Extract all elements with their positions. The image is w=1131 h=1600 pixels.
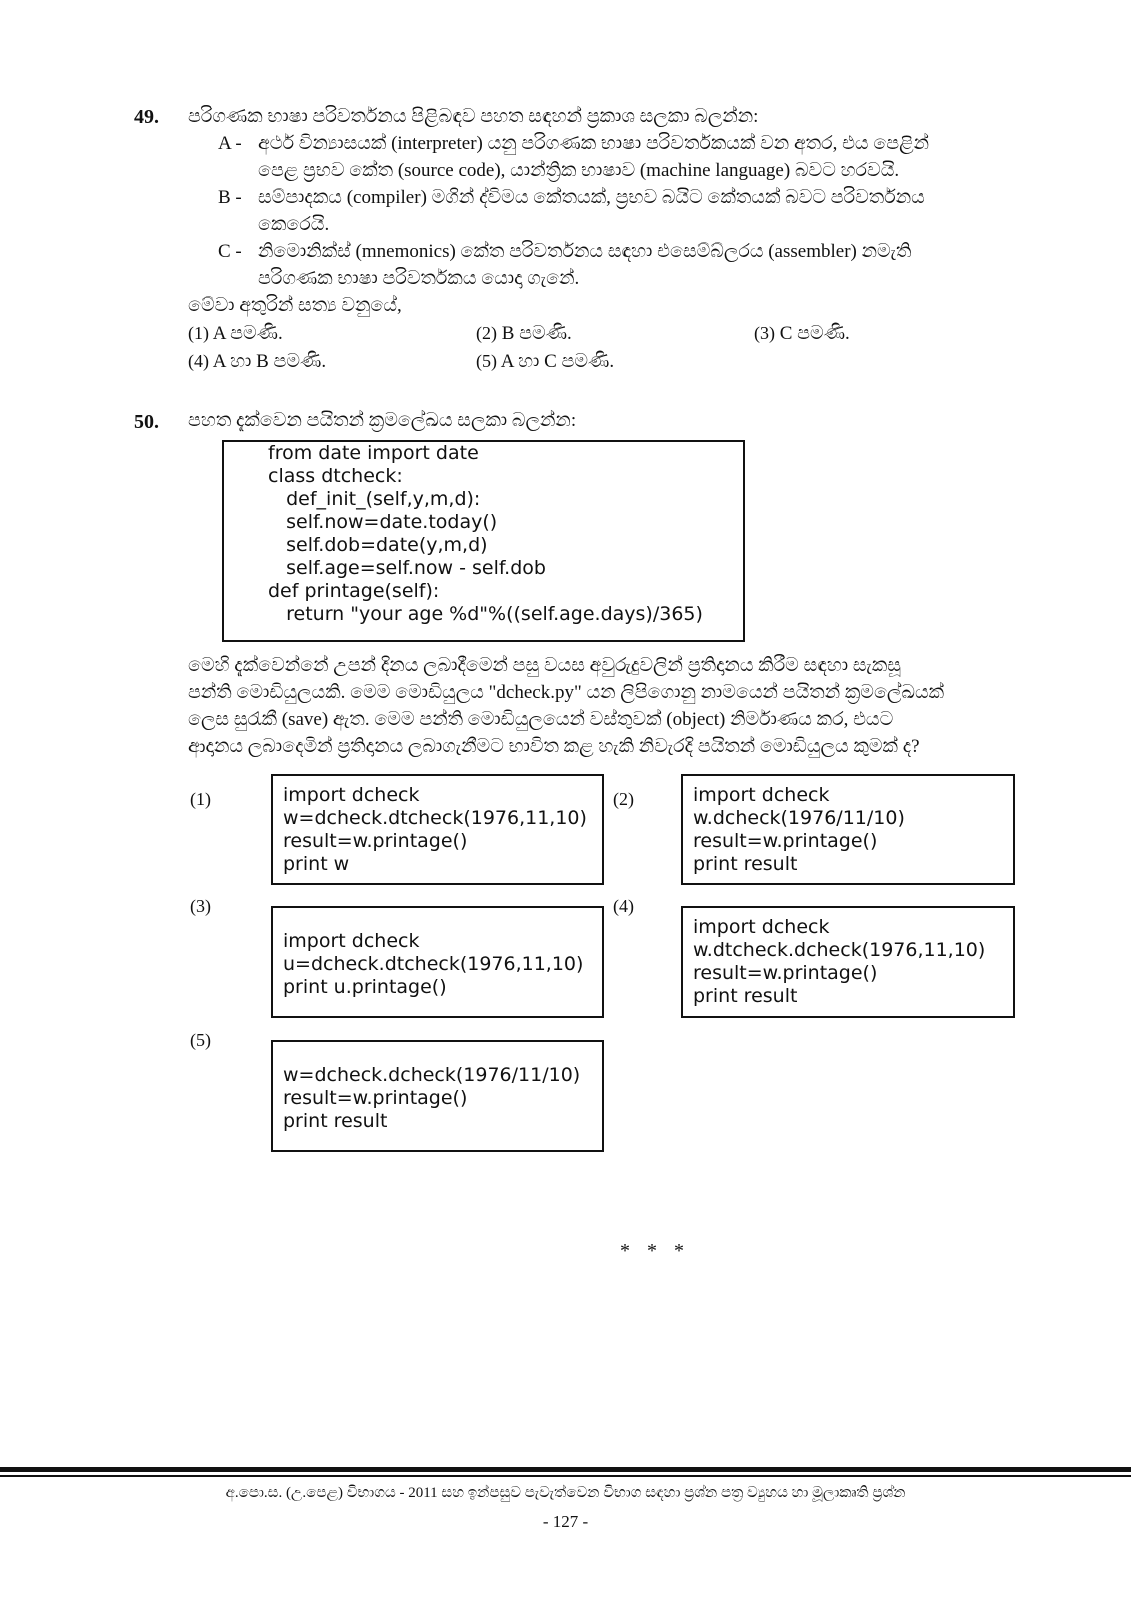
- statement-a-label: A -: [218, 133, 242, 154]
- question-50-description-3: ලෙස සුරැකී (save) ඇත. මෙම පන්ති මොඩියුලයෙන් වස්තුවක් (object) නිර්මාණය කර, එයට: [188, 709, 894, 730]
- code-line: from date import date: [268, 442, 479, 464]
- question-50-description-2: පන්ති මොඩියුලයකි. මෙම මොඩියුලය "dcheck.py" යන ලිපිගොනු නාමයෙන් පයිතන් ක්‍රමලේඛයක්: [188, 682, 945, 703]
- code-line: result=w.printage(): [283, 830, 468, 852]
- code-line: def printage(self):: [268, 580, 440, 602]
- q50-option-3-number[interactable]: (3): [190, 896, 211, 916]
- code-line: return "your age %d"%((self.age.days)/365): [268, 603, 703, 625]
- footer-rule-thin: [0, 1475, 1131, 1477]
- code-line: self.dob=date(y,m,d): [268, 534, 488, 556]
- q50-option-4-code[interactable]: [681, 906, 1015, 1018]
- statement-b-label: B -: [218, 187, 242, 208]
- end-mark: * * *: [620, 1240, 690, 1262]
- option-text: A පමණි.: [212, 323, 283, 344]
- code-line: result=w.printage(): [693, 830, 878, 852]
- code-line: print w: [283, 853, 350, 875]
- q50-option-5-code[interactable]: [271, 1040, 604, 1152]
- option-number: (3): [754, 323, 775, 343]
- footer-text: අ.පො.ස. (උ.පෙළ) විභාගය - 2011 සහ ඉන්පසුව පැවැත්වෙන විභාග සඳහා ප්‍රශ්න පත්‍ර ව්‍යුහය හා මූලාකෘති ප්‍රශ්න: [225, 1485, 906, 1501]
- code-line: w.dcheck(1976/11/10): [693, 807, 905, 829]
- q50-option-1-code[interactable]: [271, 774, 604, 885]
- q50-option-5-number[interactable]: (5): [190, 1030, 211, 1050]
- code-line: self.age=self.now - self.dob: [268, 557, 546, 579]
- code-line: result=w.printage(): [283, 1087, 468, 1109]
- code-line: self.now=date.today(): [268, 511, 498, 533]
- question-49-number: 49.: [134, 106, 159, 128]
- question-50-number: 50.: [134, 411, 159, 433]
- q50-option-3-code[interactable]: [271, 906, 604, 1018]
- q50-option-2-number[interactable]: (2): [613, 789, 634, 809]
- option-number: (4): [188, 351, 209, 371]
- statement-b-line-1: සම්පාදකය (compiler) මගින් ද්විමය කේතයක්, ප්‍රභව බයිට කේතයක් බවට පරිවර්තනය: [258, 187, 925, 208]
- question-49-stem: පරිගණක භාෂා පරිවර්තනය පිළිබඳව පහත සඳහන් ප්‍රකාශ සලකා බලන්න:: [188, 106, 759, 127]
- code-line: w=dcheck.dtcheck(1976,11,10): [283, 807, 587, 829]
- footer-rule-thick: [0, 1467, 1131, 1472]
- q49-option-4[interactable]: [188, 348, 326, 375]
- code-line: print result: [693, 853, 798, 875]
- question-50-description-1: මෙහි දැක්වෙන්නේ උපන් දිනය ලබාදීමෙන් පසු වයස අවුරුදුවලින් ප්‍රතිදානය කිරීම සඳහා සැකසූ: [188, 655, 901, 676]
- option-text: B පමණි.: [501, 323, 572, 344]
- option-text: A හා B පමණි.: [212, 351, 327, 372]
- statement-c-line-1: නිමොනික්ස් (mnemonics) කේත පරිවර්තනය සඳහා එසෙම්බ්ලරය (assembler) නමැති: [258, 241, 912, 262]
- code-line: w=dcheck.dcheck(1976/11/10): [283, 1064, 581, 1086]
- q49-option-5[interactable]: [476, 348, 614, 375]
- q49-option-3[interactable]: [754, 320, 850, 347]
- code-line: print result: [693, 985, 798, 1007]
- code-line: w.dtcheck.dcheck(1976,11,10): [693, 939, 986, 961]
- option-text: C පමණි.: [779, 323, 850, 344]
- code-line: result=w.printage(): [693, 962, 878, 984]
- q50-option-4-number[interactable]: (4): [613, 896, 634, 916]
- question-50-description-4: ආදානය ලබාදෙමින් ප්‍රතිදානය ලබාගැනීමට භාවිත කළ හැකි නිවැරදි පයිතන් මොඩියුලය කුමක් ද?: [188, 736, 920, 757]
- code-line: class dtcheck:: [268, 465, 403, 487]
- option-number: (5): [476, 351, 497, 371]
- question-49-prompt: මේවා අතුරින් සත්‍ය වනුයේ,: [188, 295, 402, 316]
- option-number: (1): [188, 323, 209, 343]
- code-line: import dcheck: [283, 930, 420, 952]
- code-line: print result: [283, 1110, 388, 1132]
- option-number: (2): [476, 323, 497, 343]
- statement-c-label: C -: [218, 241, 242, 262]
- option-text: A හා C පමණි.: [500, 351, 615, 372]
- q49-option-2[interactable]: [476, 320, 572, 347]
- question-50-stem: පහත දැක්වෙන පයිතන් ක්‍රමලේඛය සලකා බලන්න:: [188, 410, 577, 431]
- statement-a-line-1: අර්ථ වින්‍යාසයක් (interpreter) යනු පරිගණක භාෂා පරිවර්තකයක් වන අතර, එය පෙළින්: [258, 133, 930, 154]
- code-line: def_init_(self,y,m,d):: [268, 488, 481, 510]
- code-line: import dcheck: [693, 916, 830, 938]
- statement-c-line-2: පරිගණක භාෂා පරිවර්තකය යොදා ගැනේ.: [258, 268, 580, 289]
- q49-option-1[interactable]: [188, 320, 283, 347]
- code-line: import dcheck: [283, 784, 420, 806]
- page-number: - 127 -: [542, 1512, 589, 1531]
- code-line: u=dcheck.dtcheck(1976,11,10): [283, 953, 584, 975]
- code-line: print u.printage(): [283, 976, 447, 998]
- statement-a-line-2: පෙළ ප්‍රභව කේත (source code), යාන්ත්‍රික භාෂාව (machine language) බවට හරවයි.: [258, 160, 900, 181]
- statement-b-line-2: කෙරෙයි.: [258, 214, 330, 235]
- program-code-box: [222, 440, 745, 642]
- q50-option-1-number[interactable]: (1): [190, 789, 211, 809]
- code-line: import dcheck: [693, 784, 830, 806]
- q50-option-2-code[interactable]: [681, 774, 1015, 885]
